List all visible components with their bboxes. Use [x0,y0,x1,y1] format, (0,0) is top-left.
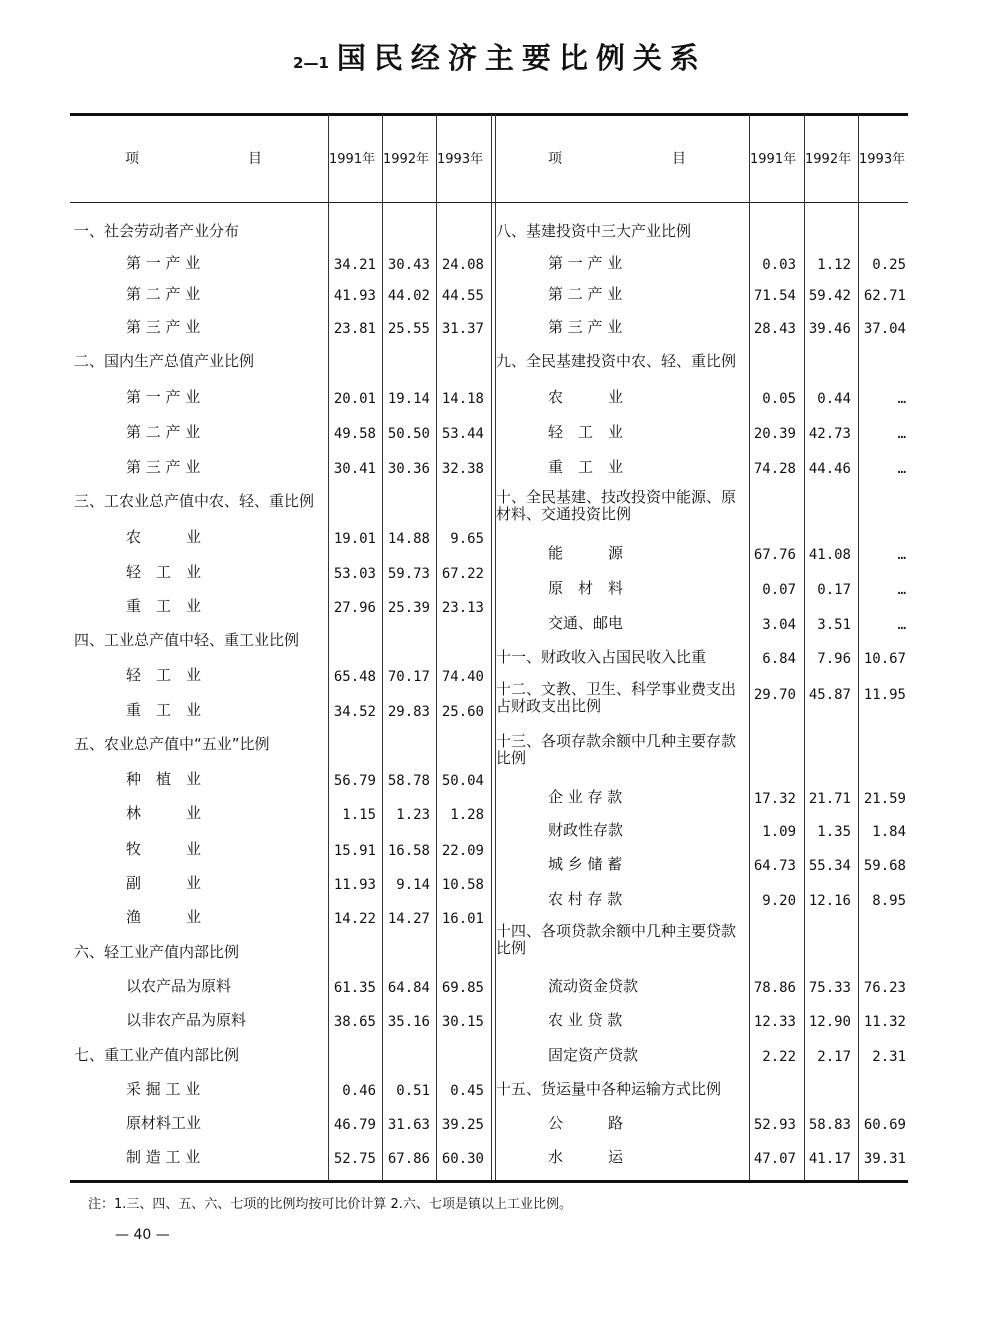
section-label: 五、农业总产值中“五业”比例 [74,735,270,753]
value-cell: 12.33 [753,1014,796,1030]
value-cell: 9.65 [450,531,484,547]
value-cell: 0.05 [762,391,796,407]
value-cell: 0.07 [762,582,796,598]
item-label: 第 一 产 业 [126,254,201,272]
table-number: 2—1 [293,54,329,72]
value-cell: 75.33 [808,980,851,996]
value-cell: 17.32 [753,791,796,807]
item-label: 种 植 业 [126,770,202,788]
value-cell: 23.81 [333,321,376,337]
value-cell: 34.52 [333,704,376,720]
section-label: 十五、货运量中各种运输方式比例 [496,1080,722,1098]
value-cell: 52.75 [333,1151,376,1167]
item-label: 第 三 产 业 [548,318,623,336]
value-cell: 9.14 [396,877,430,893]
value-cell: 31.63 [387,1117,430,1133]
value-cell: 25.55 [387,321,430,337]
value-cell: 12.16 [808,893,851,909]
item-label: 第 一 产 业 [548,254,623,272]
value-cell: 31.37 [441,321,484,337]
center-divider [491,114,496,1180]
item-label: 农 业 贷 款 [548,1011,623,1029]
value-cell: 2.31 [872,1049,906,1065]
value-cell: 25.60 [441,704,484,720]
value-cell: 1.28 [450,807,484,823]
value-cell: 59.42 [808,288,851,304]
item-label: 渔 业 [126,908,202,926]
value-cell: 69.85 [441,980,484,996]
value-cell: 21.71 [808,791,851,807]
value-cell: 6.84 [762,651,796,667]
value-cell: 76.23 [863,980,906,996]
item-label: 水 运 [548,1148,624,1166]
value-cell: 30.36 [387,461,430,477]
item-label: 交通、邮电 [548,614,624,632]
section-label: 七、重工业产值内部比例 [74,1046,240,1064]
item-label: 牧 业 [126,840,202,858]
value-cell: 1.35 [817,824,851,840]
header-item-right-2: 目 [672,151,686,167]
item-label: 第 三 产 业 [126,458,201,476]
table-title: 国民经济主要比例关系 [336,41,707,75]
value-cell: … [897,547,906,563]
value-cell: 24.08 [441,257,484,273]
page-number: — 40 — [115,1227,170,1243]
value-cell: 25.39 [387,600,430,616]
table-bottom-rule [70,1180,908,1183]
value-cell: 42.73 [808,426,851,442]
item-label: 能 源 [548,544,624,562]
table-top-rule [70,113,908,116]
value-cell: 10.67 [863,651,906,667]
value-cell: 55.34 [808,858,851,874]
value-cell: 44.55 [441,288,484,304]
item-label: 第 三 产 业 [126,318,201,336]
header-item-right: 目 [248,151,262,167]
item-label: 第 二 产 业 [126,285,201,303]
value-cell: 70.17 [387,669,430,685]
section-label: 六、轻工业产值内部比例 [74,943,240,961]
header-item-left: 项 [125,151,139,167]
value-cell: 46.79 [333,1117,376,1133]
value-cell: 11.95 [863,687,906,703]
value-cell: 8.95 [872,893,906,909]
value-cell: 41.08 [808,547,851,563]
header-year-1993-2: 1993年 [859,152,906,167]
page-title [0,36,1000,77]
table-header-rule [70,202,908,203]
value-cell: 22.09 [441,843,484,859]
item-label: 原 材 料 [548,579,624,597]
value-cell: 60.30 [441,1151,484,1167]
value-cell: 44.46 [808,461,851,477]
value-cell: 71.54 [753,288,796,304]
item-label: 轻 工 业 [126,563,202,581]
header-year-1993: 1993年 [437,152,484,167]
value-cell: 21.59 [863,791,906,807]
value-cell: 64.73 [753,858,796,874]
value-cell: 38.65 [333,1014,376,1030]
item-label: 第 一 产 业 [126,388,201,406]
value-cell: 67.22 [441,566,484,582]
item-label: 第 二 产 业 [548,285,623,303]
value-cell: 9.20 [762,893,796,909]
value-cell: 39.46 [808,321,851,337]
value-cell: 41.93 [333,288,376,304]
value-cell: 1.84 [872,824,906,840]
value-cell: 28.43 [753,321,796,337]
value-cell: 45.87 [808,687,851,703]
section-label: 九、全民基建投资中农、轻、重比例 [496,352,737,370]
value-cell: 37.04 [863,321,906,337]
value-cell: 53.03 [333,566,376,582]
value-cell: 0.45 [450,1083,484,1099]
value-cell: 15.91 [333,843,376,859]
value-cell: 2.22 [762,1049,796,1065]
item-label: 轻 工 业 [548,423,624,441]
value-cell: 59.73 [387,566,430,582]
value-cell: 74.40 [441,669,484,685]
header-year-1991-2: 1991年 [750,152,797,167]
item-label: 公 路 [548,1114,624,1132]
value-cell: 0.46 [342,1083,376,1099]
value-cell: 29.70 [753,687,796,703]
section-label: 八、基建投资中三大产业比例 [496,222,692,240]
value-cell: 27.96 [333,600,376,616]
value-cell: … [897,461,906,477]
section-label: 十三、各项存款余额中几种主要存款比例 [496,732,737,767]
section-label: 十四、各项贷款余额中几种主要贷款比例 [496,922,737,957]
value-cell: 53.44 [441,426,484,442]
value-cell: 34.21 [333,257,376,273]
value-cell: 61.35 [333,980,376,996]
value-cell: 0.17 [817,582,851,598]
value-cell: 1.09 [762,824,796,840]
section-label: 三、工农业总产值中农、轻、重比例 [74,492,315,510]
value-cell: 11.32 [863,1014,906,1030]
value-cell: 14.18 [441,391,484,407]
item-label: 制 造 工 业 [126,1148,201,1166]
section-label: 一、社会劳动者产业分布 [74,222,240,240]
value-cell: 3.04 [762,617,796,633]
value-cell: 30.41 [333,461,376,477]
item-label: 第 二 产 业 [126,423,201,441]
header-year-1992: 1992年 [383,152,430,167]
value-cell: 52.93 [753,1117,796,1133]
item-label: 重 工 业 [126,597,202,615]
item-label: 轻 工 业 [126,666,202,684]
header-year-1992-2: 1992年 [805,152,852,167]
item-label: 农 业 [548,388,624,406]
value-cell: 0.03 [762,257,796,273]
item-label: 以非农产品为原料 [126,1011,247,1029]
value-cell: 1.15 [342,807,376,823]
item-label: 原材料工业 [126,1114,202,1132]
item-label: 农 村 存 款 [548,890,623,908]
value-cell: 60.69 [863,1117,906,1133]
value-cell: 19.14 [387,391,430,407]
value-cell: 50.04 [441,773,484,789]
value-cell: 3.51 [817,617,851,633]
value-cell: 39.25 [441,1117,484,1133]
section-label: 十二、文教、卫生、科学事业费支出占财政支出比例 [496,680,737,715]
value-cell: 2.17 [817,1049,851,1065]
item-label: 城 乡 储 蓄 [548,855,623,873]
value-cell: 67.76 [753,547,796,563]
value-cell: 19.01 [333,531,376,547]
item-label: 企 业 存 款 [548,788,623,806]
value-cell: 14.88 [387,531,430,547]
value-cell: 58.78 [387,773,430,789]
value-cell: 7.96 [817,651,851,667]
value-cell: 39.31 [863,1151,906,1167]
value-cell: 78.86 [753,980,796,996]
value-cell: 58.83 [808,1117,851,1133]
value-cell: … [897,617,906,633]
value-cell: 62.71 [863,288,906,304]
value-cell: 11.93 [333,877,376,893]
value-cell: … [897,582,906,598]
value-cell: 59.68 [863,858,906,874]
section-label: 十、全民基建、技改投资中能源、原材料、交通投资比例 [496,488,737,523]
value-cell: 64.84 [387,980,430,996]
footnote: 注：1.三、四、五、六、七项的比例均按可比价计算 2.六、七项是镇以上工业比例。 [88,1197,572,1212]
value-cell: 49.58 [333,426,376,442]
item-label: 重 工 业 [126,701,202,719]
value-cell: 16.58 [387,843,430,859]
value-cell: 20.39 [753,426,796,442]
value-cell: 67.86 [387,1151,430,1167]
value-cell: 56.79 [333,773,376,789]
value-cell: 41.17 [808,1151,851,1167]
value-cell: 30.43 [387,257,430,273]
value-cell: 16.01 [441,911,484,927]
value-cell: 1.23 [396,807,430,823]
value-cell: 65.48 [333,669,376,685]
item-label: 采 掘 工 业 [126,1080,201,1098]
item-label: 重 工 业 [548,458,624,476]
value-cell: 44.02 [387,288,430,304]
item-label: 林 业 [126,804,202,822]
value-cell: 30.15 [441,1014,484,1030]
item-label: 副 业 [126,874,202,892]
value-cell: 35.16 [387,1014,430,1030]
value-cell: 1.12 [817,257,851,273]
value-cell: 0.44 [817,391,851,407]
value-cell: 0.25 [872,257,906,273]
value-cell: 74.28 [753,461,796,477]
value-cell: … [897,391,906,407]
section-label: 四、工业总产值中轻、重工业比例 [74,631,300,649]
value-cell: 20.01 [333,391,376,407]
value-cell: 14.27 [387,911,430,927]
item-label: 财政性存款 [548,821,624,839]
value-cell: 10.58 [441,877,484,893]
value-cell: 14.22 [333,911,376,927]
value-cell: 47.07 [753,1151,796,1167]
value-cell: 12.90 [808,1014,851,1030]
section-label: 二、国内生产总值产业比例 [74,352,255,370]
section-label: 十一、财政收入占国民收入比重 [496,648,707,666]
item-label: 农 业 [126,528,202,546]
header-item-left-2: 项 [548,151,562,167]
value-cell: … [897,426,906,442]
value-cell: 29.83 [387,704,430,720]
value-cell: 50.50 [387,426,430,442]
item-label: 固定资产贷款 [548,1046,639,1064]
item-label: 以农产品为原料 [126,977,232,995]
value-cell: 23.13 [441,600,484,616]
header-year-1991: 1991年 [329,152,376,167]
value-cell: 0.51 [396,1083,430,1099]
item-label: 流动资金贷款 [548,977,639,995]
value-cell: 32.38 [441,461,484,477]
